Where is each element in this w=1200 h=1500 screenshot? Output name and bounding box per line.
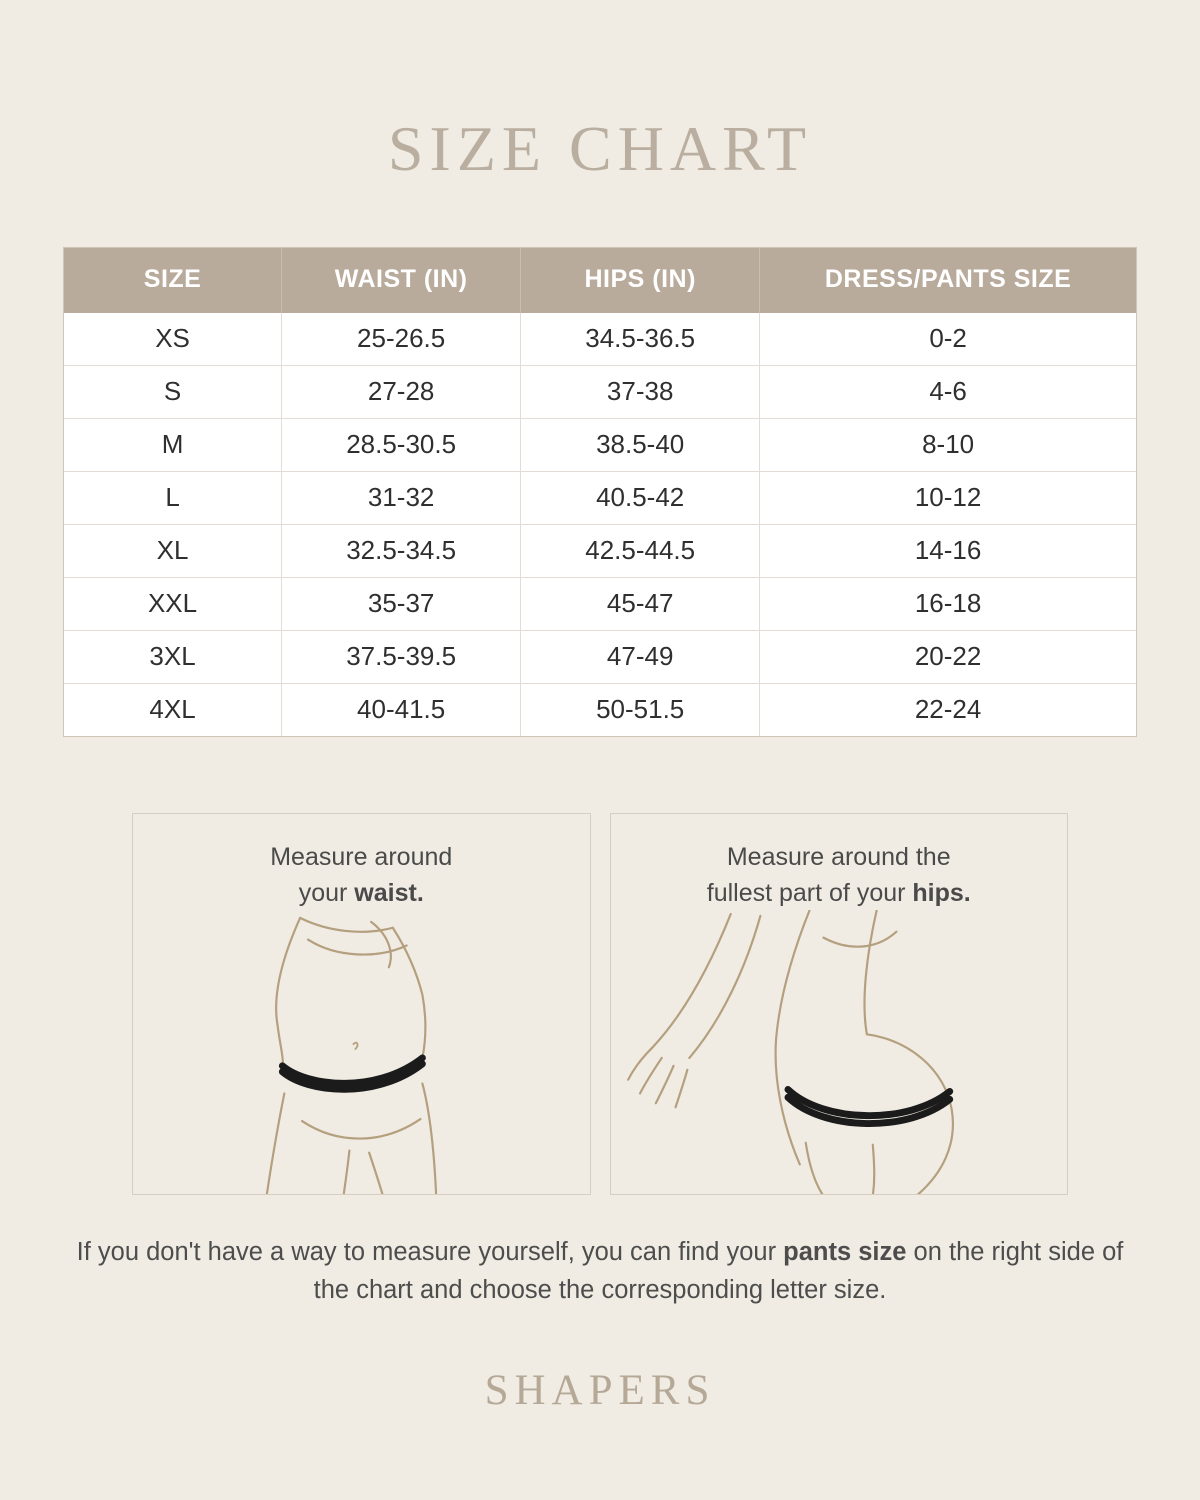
table-header-row (64, 248, 1136, 313)
footnote-line1-pre: If you don't have a way to measure yourself, you can find your (76, 1238, 784, 1266)
table-row (64, 366, 1136, 419)
cell-hips: 50-51.5 (521, 684, 760, 737)
column-header-dress-pants: DRESS/PANTS SIZE (760, 248, 1136, 313)
cell-size: XXL (64, 578, 282, 631)
cell-waist: 25-26.5 (282, 313, 521, 366)
panel-waist-caption-line2-bold: waist. (354, 878, 424, 907)
table-body (64, 313, 1136, 736)
cell-hips: 45-47 (521, 578, 760, 631)
table-row (64, 313, 1136, 366)
panel-hips-caption-line1: Measure around the (726, 843, 951, 871)
cell-waist: 27-28 (282, 366, 521, 419)
cell-size: L (64, 472, 282, 525)
column-header-waist: WAIST (IN) (282, 248, 521, 313)
cell-size: 3XL (64, 631, 282, 684)
page-title: SIZE CHART (387, 113, 813, 184)
table-row (64, 472, 1136, 525)
size-table-container (63, 247, 1137, 737)
cell-hips: 38.5-40 (521, 419, 760, 472)
size-table (64, 248, 1136, 736)
column-header-size: SIZE (64, 248, 282, 313)
table-header (64, 248, 1136, 313)
table-row (64, 525, 1136, 578)
brand-name: SHAPERS (484, 1366, 716, 1414)
cell-waist: 35-37 (282, 578, 521, 631)
panel-waist-caption (133, 814, 590, 911)
panel-hips-caption-line2-pre: fullest part of your (706, 878, 913, 907)
cell-hips: 47-49 (521, 631, 760, 684)
panel-hips-caption (611, 814, 1068, 911)
measurement-panels (132, 813, 1068, 1195)
table-row (64, 684, 1136, 737)
cell-dress-pants: 16-18 (760, 578, 1136, 631)
panel-waist (132, 813, 591, 1195)
cell-waist: 31-32 (282, 472, 521, 525)
footnote-line1-post: on (906, 1238, 942, 1266)
column-header-hips: HIPS (IN) (521, 248, 760, 313)
table-row (64, 578, 1136, 631)
cell-waist: 37.5-39.5 (282, 631, 521, 684)
panel-hips (610, 813, 1069, 1195)
footnote-line1-bold: pants size (783, 1238, 907, 1266)
cell-dress-pants: 8-10 (760, 419, 1136, 472)
cell-dress-pants: 0-2 (760, 313, 1136, 366)
footnote-line2: the right side of the chart and choose the corresponding letter size. (313, 1238, 1124, 1305)
footnote (60, 1233, 1140, 1310)
cell-size: XS (64, 313, 282, 366)
cell-waist: 28.5-30.5 (282, 419, 521, 472)
table-row (64, 419, 1136, 472)
cell-size: 4XL (64, 684, 282, 737)
cell-size: S (64, 366, 282, 419)
cell-hips: 37-38 (521, 366, 760, 419)
panel-waist-caption-line2-pre: your (298, 878, 355, 907)
cell-dress-pants: 10-12 (760, 472, 1136, 525)
cell-size: M (64, 419, 282, 472)
cell-dress-pants: 14-16 (760, 525, 1136, 578)
table-row (64, 631, 1136, 684)
cell-hips: 42.5-44.5 (521, 525, 760, 578)
panel-hips-caption-line2-bold: hips. (912, 878, 971, 907)
cell-hips: 40.5-42 (521, 472, 760, 525)
cell-dress-pants: 20-22 (760, 631, 1136, 684)
panel-waist-caption-line1: Measure around (270, 843, 453, 871)
cell-size: XL (64, 525, 282, 578)
cell-dress-pants: 22-24 (760, 684, 1136, 737)
cell-dress-pants: 4-6 (760, 366, 1136, 419)
cell-waist: 40-41.5 (282, 684, 521, 737)
hips-measure-illustration (611, 910, 1068, 1195)
cell-hips: 34.5-36.5 (521, 313, 760, 366)
waist-measure-illustration (133, 910, 590, 1195)
cell-waist: 32.5-34.5 (282, 525, 521, 578)
